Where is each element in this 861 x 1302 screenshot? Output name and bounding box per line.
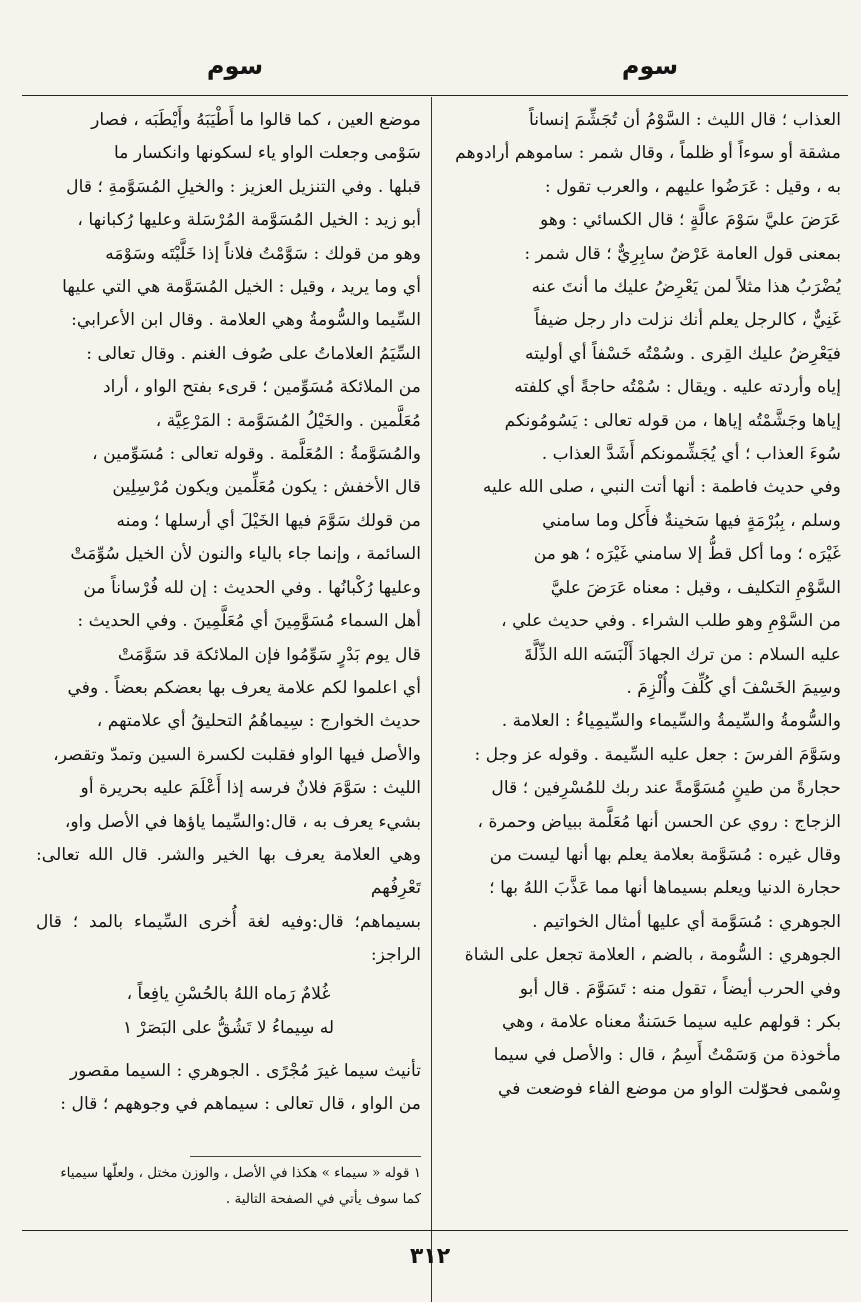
text-line: الزجاج : روي عن الحسن أنها مُعَلَّمة ببياض وحمرة ،: [477, 811, 841, 832]
text-line: عَرَضَ عليَّ سَوْمَ عالَّةٍ ؛ قال الكسائي : وهو: [540, 210, 841, 231]
text-line: الجوهري : السُّومة ، بالضم ، العلامة تجعل على الشاة: [464, 945, 841, 966]
text-line: أهل السماء مُسَوَّمِينَ أي مُعَلَّمِينَ . وفي الحديث :: [77, 611, 421, 632]
text-line: سَوْمى وجعلت الواو ياء لسكونها وانكسار ما: [114, 143, 421, 164]
text-line: العذاب ؛ قال الليث : السَّوْمُ أن تُجَشِّمَ إنساناً: [528, 110, 841, 130]
text-line: السِّيَمُ العلاماتُ على صُوف الغنم . وقال تعالى :: [86, 343, 421, 364]
header-rule: [22, 95, 848, 96]
running-header-right: سوم: [621, 52, 679, 80]
text-line: من الملائكة مُسَوِّمين ؛ قرىء بفتح الواو ، أراد: [102, 377, 421, 398]
text-line: غَيْرَه ؛ وما أكل قطُّ إلا سامني غَيْرَه ؛ هو من: [533, 544, 841, 565]
text-line: من الواو ، قال تعالى : سيماهم في وجوههم ؛ قال :: [60, 1093, 421, 1114]
footnote-rule: [190, 1156, 421, 1157]
text-line: وهي العلامة يعرف بها الخير والشر. قال الله تعالى: تَعْرِفُهم: [36, 844, 421, 899]
text-line: موضع العين ، كما قالوا ما أَطْيَبَهُ وأَيْطَبَه ، فصار: [91, 110, 421, 130]
footnote: [36, 1160, 421, 1212]
text-line: أي اعلموا لكم علامة يعرف بها بعضكم بعضاً . وفي: [67, 677, 421, 698]
text-line: فيَعْرِضُ عليك القِرى . وسُمْتُه خَسْفاً أي أوليته: [525, 343, 841, 364]
text-line: وسَوَّمَ الفرسَ : جعل عليه السِّيمة . وقوله عز وجل :: [474, 744, 841, 765]
text-line: وسِيمَ الخَسْفَ أي كُلِّفَ وأُلْزِمَ .: [626, 677, 841, 698]
text-line: بسيماهم؛ قال:وفيه لغة أُخرى السِّيماء بالمد ؛ قال الراجز:: [36, 911, 421, 966]
text-line: من السَّوْمِ وهو طلب الشراء . وفي حديث علي ،: [501, 611, 841, 632]
text-line: غَنِيٌّ ، كالرجل يعلم أنك نزلت دار رجل ضيفاً: [534, 310, 841, 331]
text-line: قبلها . وفي التنزيل العزيز : والخيلِ المُسَوَّمةِ ؛ قال: [66, 176, 421, 197]
text-line: مُعَلَّمين . والخَيْلُ المُسَوَّمة : المَرْعِيَّة ،: [155, 410, 421, 431]
left-column: [36, 104, 421, 1121]
text-line: عليه السلام : من ترك الجهادَ أَلْبَسَه الله الذِّلَّةَ: [524, 644, 841, 665]
text-line: بمعنى قول العامة عَرْضٌ سابِرِيٌّ ؛ قال شمر :: [524, 243, 841, 264]
text-line: إياه وأردته عليه . ويقال : سُمْتُه حاجةً أي كلفته: [514, 377, 841, 398]
text-line: من قولك سَوَّمَ فيها الخَيْلَ أي أرسلها ؛ ومنه: [116, 510, 421, 531]
text-line: وِسْمى فحوّلت الواو من موضع الفاء فوضعت في: [497, 1078, 841, 1099]
text-line: حجارةً من طينٍ مُسَوَّمةً عند ربك للمُسْرِفين ؛ قال: [491, 778, 841, 799]
text-line: يُضْرَبُ هذا مثلاً لمن يَعْرِضُ عليك ما أنتَ عنه: [531, 277, 841, 298]
text-line: والمُسَوَّمةُ : المُعَلَّمة . وقوله تعالى : مُسَوِّمين ،: [92, 444, 421, 465]
text-line: أبو زيد : الخيل المُسَوَّمة المُرْسَلة وعليها رُكبانها ،: [77, 210, 421, 231]
footer-rule: [22, 1230, 848, 1231]
text-line: السِّيما والسُّومةُ وهي العلامة . وقال ابن الأعرابي:: [71, 310, 421, 331]
text-line: الليث : سَوَّمَ فلانٌ فرسه إذا أَعْلَمَ عليه بحريرة أو: [80, 778, 421, 799]
column-divider: [431, 97, 432, 1302]
text-line: السَّوْمِ التكليف ، وقيل : معناه عَرَضَ عليَّ: [550, 577, 841, 598]
verse-line: غُلامٌ رَماه اللهُ بالحُسْنِ يافِعاً ،: [126, 983, 331, 1004]
text-line: بكر : قولهم عليه سيما حَسَنةٌ معناه علامة ، وهي: [502, 1011, 841, 1032]
right-column: [443, 104, 841, 1106]
text-line: السائمة ، وإنما جاء بالياء والنون لأن الخيل سُوِّمَتْ: [70, 544, 421, 565]
footnote-line: ١ قوله « سيماء » هكذا في الأصل ، والوزن مختل ، ولعلّها سيمياء: [60, 1165, 421, 1181]
text-line: وهو من قولك : سَوَّمْتُ فلاناً إذا خَلَّيْتَه وسَوْمَه: [105, 243, 421, 264]
verse-quotation: [36, 977, 421, 1045]
text-line: وقال غيره : مُسَوَّمة بعلامة يعلم بها أنها ليست من: [489, 844, 841, 865]
text-line: مشقة أو سوءاً أو ظلماً ، وقال شمر : ساموهم أرادوهم: [455, 143, 841, 164]
text-line: والأصل فيها الواو فقلبت لكسرة السين وتمدّ وتقصر،: [53, 744, 421, 765]
page-number: ٣١٢: [409, 1244, 451, 1269]
text-line: به ، وقيل : عَرَضُوا عليهم ، والعرب تقول :: [544, 176, 841, 197]
text-line: حديث الخوارج : سِيماهُمُ التحليقُ أي علامتهم ،: [96, 711, 421, 732]
text-line: حجارة الدنيا ويعلم بسيماها أنها مما عَذَّبَ اللهُ بها ؛: [489, 878, 841, 899]
text-line: أي وما يريد ، وقيل : الخيل المُسَوَّمة هي التي عليها: [62, 277, 421, 298]
text-line: وفي حديث فاطمة : أنها أتت النبي ، صلى الله عليه: [482, 477, 841, 498]
text-line: مأخوذة من وَسَمْتُ أَسِمُ ، قال : والأصل في سيما: [493, 1045, 841, 1066]
text-line: قال يوم بَدْرٍ سَوِّمُوا فإن الملائكة قد سَوَّمَتْ: [117, 644, 421, 665]
text-line: سُوءَ العذاب ؛ أي يُجَشِّمونكم أَشَدَّ العذاب .: [541, 444, 841, 465]
text-line: وسلم ، بِبُرْمَةٍ فيها سَخينةٌ فأَكل وما سامني: [542, 510, 841, 531]
text-line: وفي الحرب أيضاً ، تقول منه : تَسَوَّمَ . قال أبو: [519, 978, 841, 999]
text-line: قال الأخفش : يكون مُعَلِّمين ويكون مُرْسِلِين: [112, 477, 421, 498]
text-line: وعليها رُكْبانُها . وفي الحديث : إن لله فُرْساناً من: [83, 577, 421, 598]
running-header-left: سوم: [206, 52, 264, 80]
text-line: بشيء يعرف به ، قال:والسِّيما ياؤها في الأصل واو،: [64, 811, 421, 832]
left-column-text: [36, 104, 421, 973]
text-line: والسُّومةُ والسِّيمةُ والسِّيماء والسِّيمِياءُ : العلامة .: [501, 711, 841, 732]
footnote-line: كما سوف يأتي في الصفحة التالية .: [225, 1191, 421, 1207]
left-column-text-continued: [36, 1055, 421, 1122]
text-line: إياها وجَشَّمْتُه إياها ، من قوله تعالى : يَسُومُونكم: [504, 410, 841, 431]
verse-line: له سِيماءُ لا تَشُقُّ على البَصَرْ ١: [122, 1017, 335, 1038]
text-line: الجوهري : مُسَوَّمة أي عليها أمثال الخواتيم .: [532, 911, 841, 932]
text-line: تأنيث سيما غيرَ مُجْرًى . الجوهري : السيما مقصور: [69, 1060, 421, 1081]
